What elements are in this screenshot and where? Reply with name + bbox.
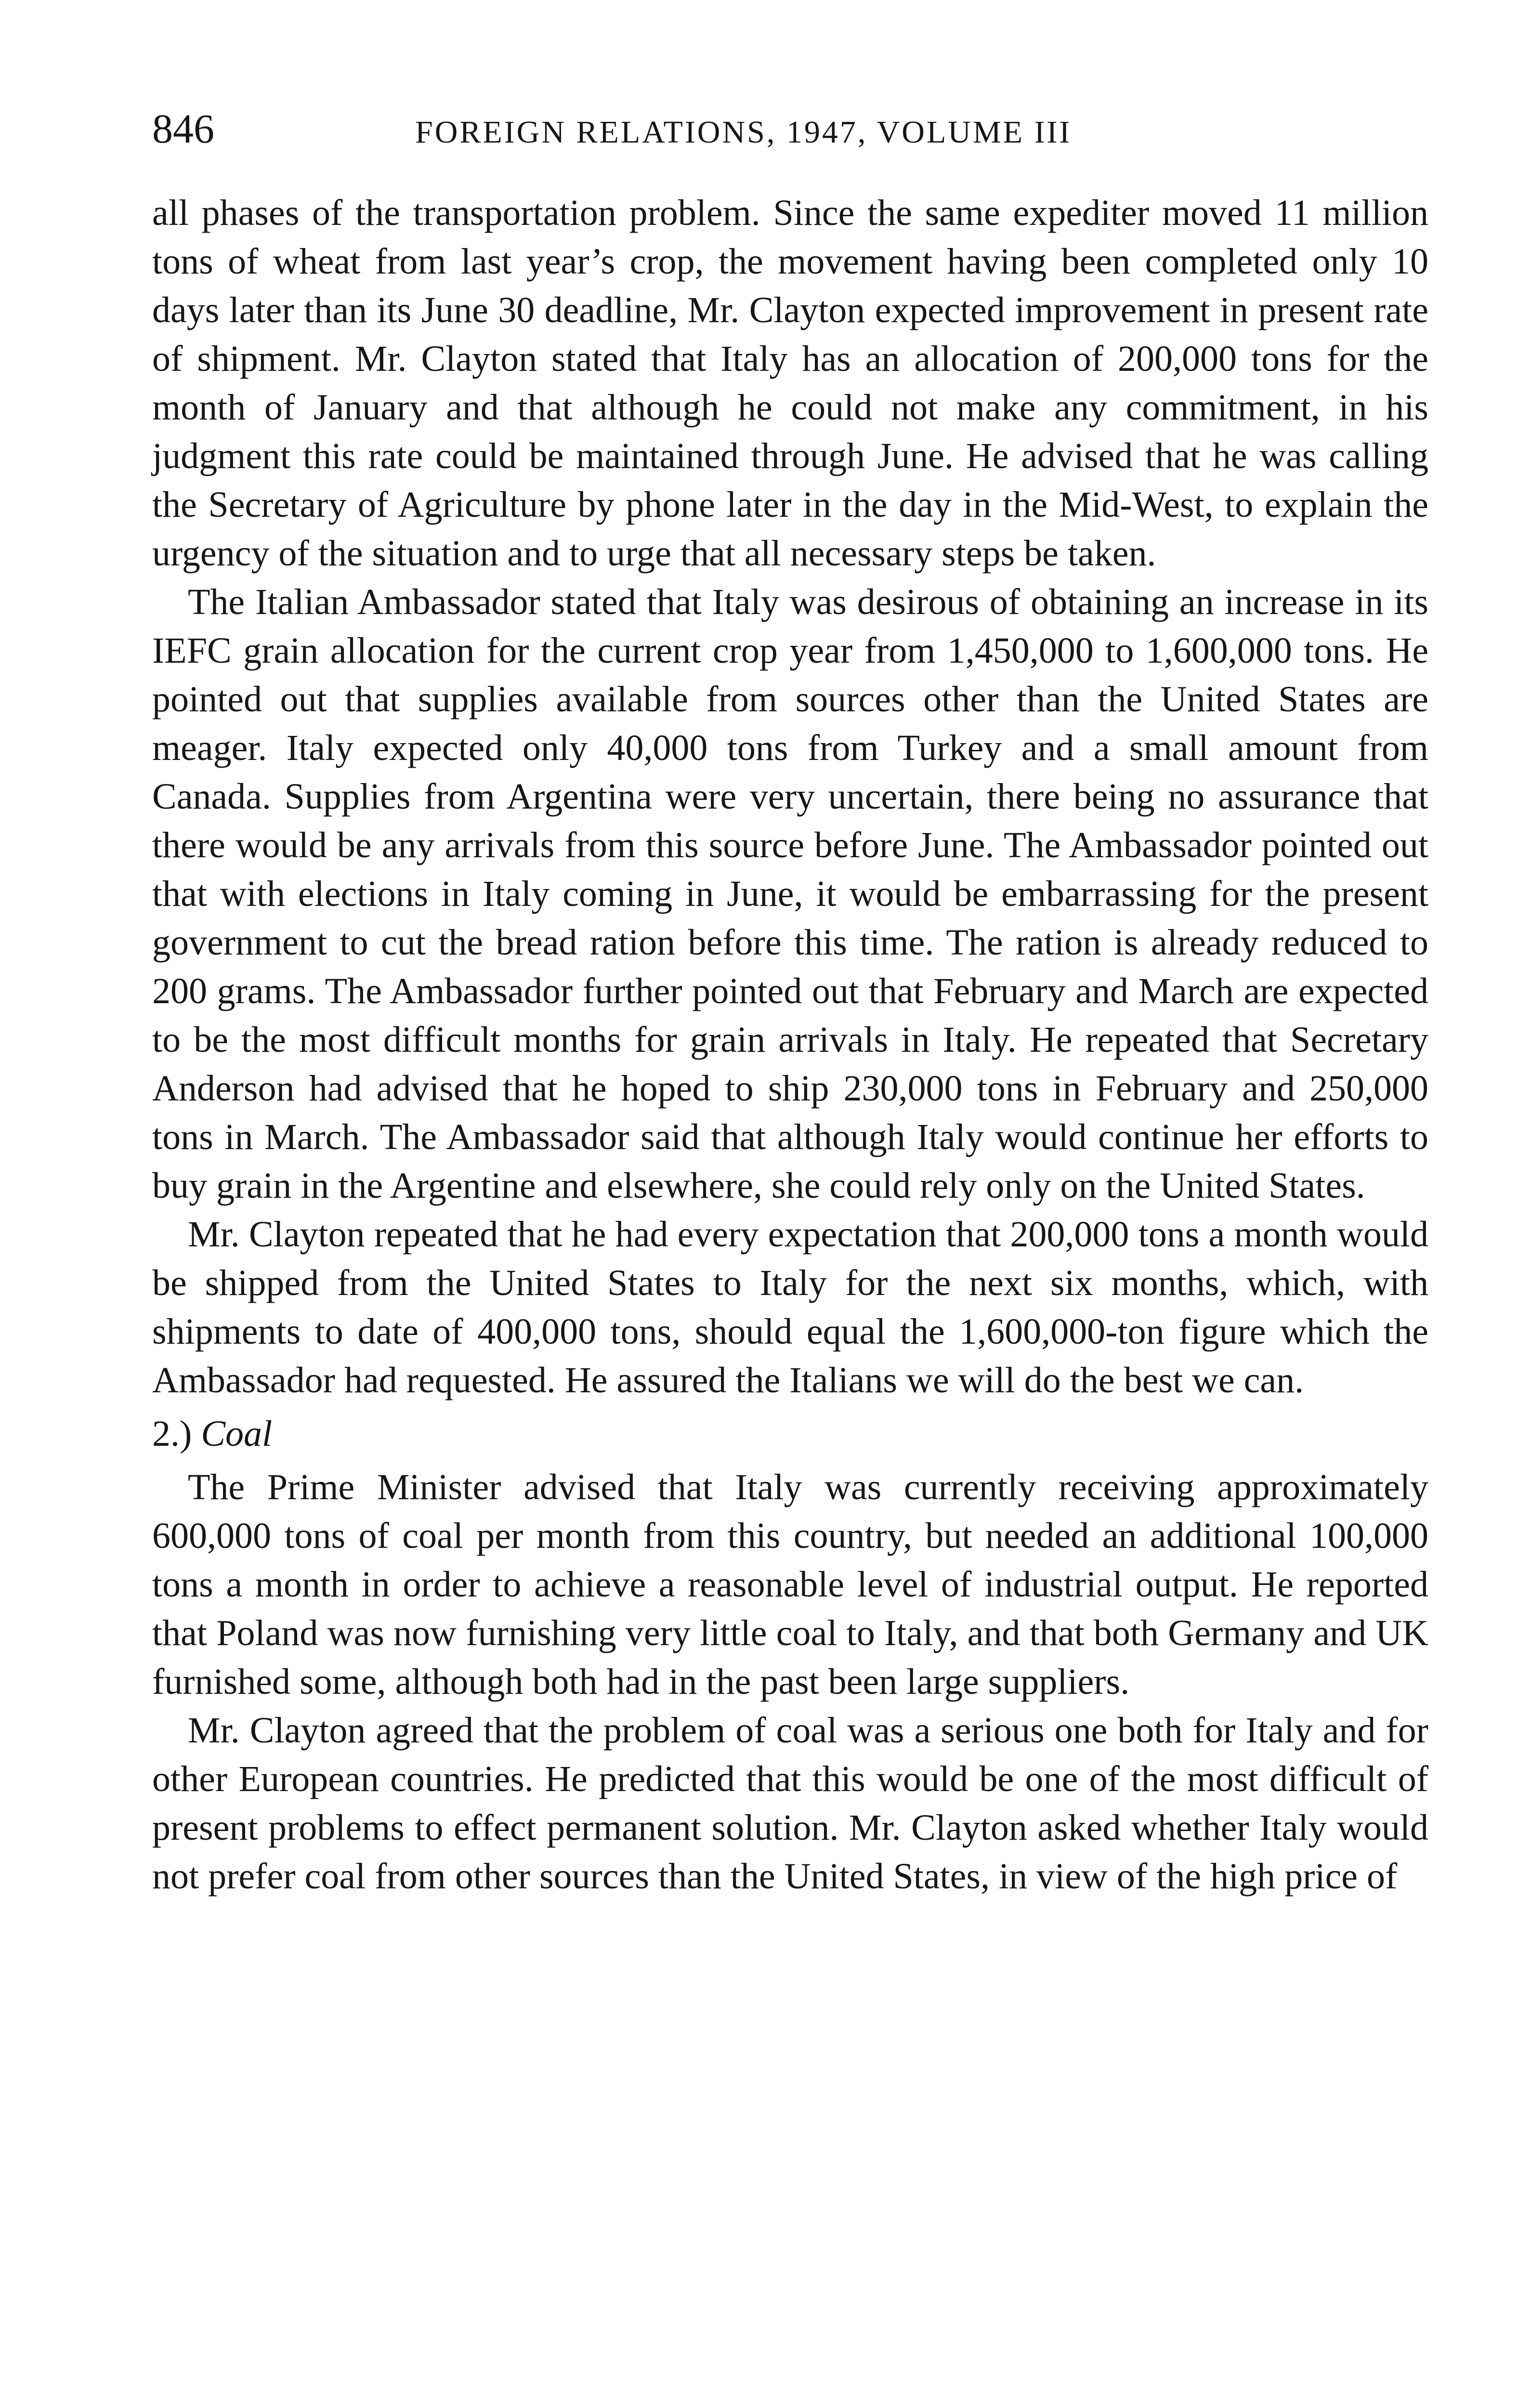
page-number: 846 (152, 105, 214, 152)
section-title: Coal (201, 1413, 273, 1454)
running-head (152, 102, 1428, 155)
section-number: 2.) (152, 1413, 192, 1454)
paragraph-2: The Italian Ambassador stated that Italy was desirous of obtaining an increase in its IEFC grain allocation for the current crop year from 1,450,000 to 1,600,000 tons. He pointed out that supplies available from sources other than the United States are meager. Italy expected only 40,000 tons from Turkey and a small amount from Canada. Supplies from Argentina were very uncertain, there being no assurance that there would be any arrivals from this source before June. The Ambassador pointed out that with elections in Italy coming in June, it would be embarrassing for the present government to cut the bread ration before this time. The ration is already reduced to 200 grams. The Ambassador further pointed out that February and March are expected to be the most difficult months for grain arrivals in Italy. He repeated that Secretary Anderson had advised that he hoped to ship 230,000 tons in February and 250,000 tons in March. The Ambassador said that although Italy would continue her efforts to buy grain in the Argentine and elsewhere, she could rely only on the United States. (152, 582, 1428, 1206)
paragraph-1: all phases of the transportation problem. Since the same expediter moved 11 million tons of wheat from last year’s crop, the movement having been completed only 10 days later than its June 30 deadline, Mr. Clayton expected improvement in present rate of shipment. Mr. Clayton stated that Italy has an allocation of 200,000 tons for the month of January and that although he could not make any commitment, in his judgment this rate could be maintained through June. He advised that he was calling the Secretary of Agriculture by phone later in the day in the Mid-West, to explain the urgency of the situation and to urge that all necessary steps be taken. (152, 193, 1428, 574)
paragraph-4: The Prime Minister advised that Italy was currently receiving approximately 600,000 tons of coal per month from this country, but needed an additional 100,000 tons a month in order to achieve a reasonable level of industrial output. He reported that Poland was now furnishing very little coal to Italy, and that both Germany and UK furnished some, although both had in the past been large suppliers. (152, 1467, 1428, 1702)
paragraph-5: Mr. Clayton agreed that the problem of coal was a serious one both for Italy and for other European countries. He predicted that this would be one of the most difficult of present problems to effect permanent solution. Mr. Clayton asked whether Italy would not prefer coal from other sources than the United States, in view of the high price of (152, 1710, 1428, 1897)
section-heading-coal (152, 1410, 1428, 1458)
header-title: FOREIGN RELATIONS, 1947, VOLUME III (415, 115, 1072, 150)
paragraph-3: Mr. Clayton repeated that he had every expectation that 200,000 tons a month would be shipped from the United States to Italy for the next six months, which, with shipments to date of 400,000 tons, should equal the 1,600,000-ton figure which the Ambassador had requested. He assured the Italians we will do the best we can. (152, 1214, 1428, 1400)
body-text (152, 189, 1428, 1901)
